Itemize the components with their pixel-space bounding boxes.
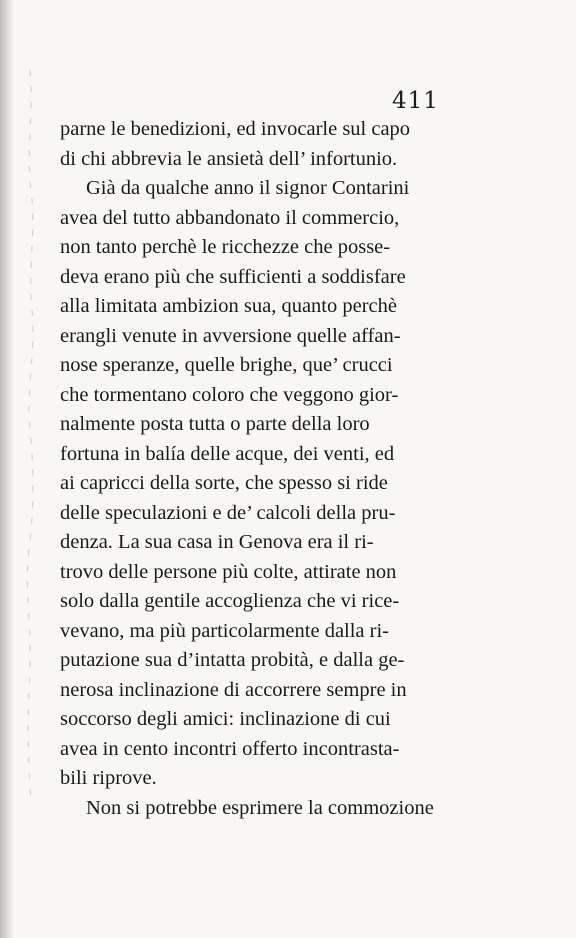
text-line: alla limitata ambizion sua, quanto perchè bbox=[60, 295, 397, 317]
text-line: deva erano più che sufficienti a soddisfare bbox=[60, 265, 406, 288]
text-line: non tanto perchè le ricchezze che posse- bbox=[60, 236, 391, 258]
text-line: nose speranze, quelle brighe, que’ crucci bbox=[60, 354, 393, 376]
text-line: denza. La sua casa in Genova era il ri- bbox=[60, 531, 374, 553]
text-line: soccorso degli amici: inclinazione di cui bbox=[60, 708, 391, 730]
text-line: solo dalla gentile accoglienza che vi rice- bbox=[60, 590, 400, 612]
text-line: parne le benedizioni, ed invocarle sul capo bbox=[60, 118, 411, 140]
binding-shadow bbox=[0, 0, 14, 938]
page-number: 411 bbox=[392, 88, 439, 114]
text-line: fortuna in balía delle acque, dei venti, ed bbox=[60, 442, 395, 465]
text-line: di chi abbrevia le ansietà dell’ infortunio. bbox=[60, 147, 398, 170]
text-line: vevano, ma più particolarmente dalla ri- bbox=[60, 619, 390, 642]
text-line: bili riprove. bbox=[60, 767, 157, 789]
text-line: avea del tutto abbandonato il commercio, bbox=[60, 206, 400, 229]
text-line: che tormentano coloro che veggono gior- bbox=[60, 383, 399, 406]
text-line: nerosa inclinazione di accorrere sempre in bbox=[60, 678, 407, 701]
paragraph-start-line: Già da qualche anno il signor Contarini bbox=[86, 177, 410, 199]
margin-pencil-annotation bbox=[20, 70, 40, 800]
text-line: delle speculazioni e de’ calcoli della pru- bbox=[60, 501, 396, 524]
body-text bbox=[60, 115, 460, 823]
text-line: putazione sua d’intatta probità, e dalla ge- bbox=[60, 649, 405, 671]
text-line: ai capricci della sorte, che spesso si ride bbox=[60, 472, 388, 494]
text-line: nalmente posta tutta o parte della loro bbox=[60, 413, 370, 435]
text-line: avea in cento incontri offerto incontrasta- bbox=[60, 737, 400, 760]
text-line: erangli venute in avversione quelle affan- bbox=[60, 324, 401, 347]
text-line: trovo delle persone più colte, attirate non bbox=[60, 560, 397, 583]
paragraph-start-line: Non si potrebbe esprimere la commozione bbox=[86, 796, 434, 819]
